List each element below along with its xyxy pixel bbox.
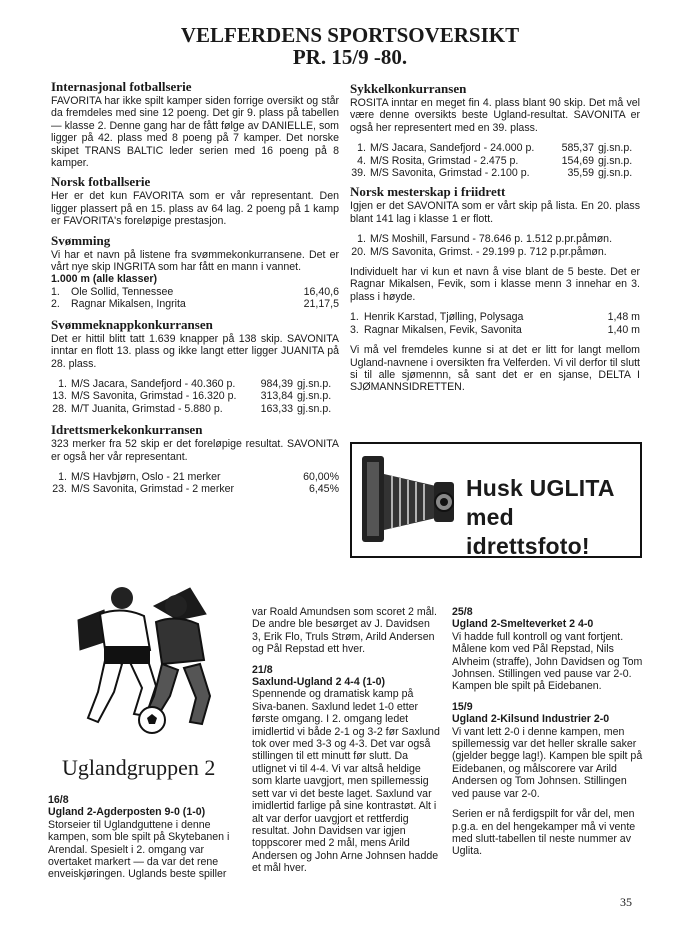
- friidrett-individual-results: [350, 311, 640, 336]
- table-row: 20. M/S Savonita, Grimst. - 29.199 p. 712 p.pr.påmøn.: [351, 245, 607, 258]
- intl-text: FAVORITA har ikke spilt kamper siden forrige oversikt og står da fremdeles med sine 12 poeng. Det gir 9. plass på tabellen — klasse 2. Denne gang har de fått følge av DANIELLE, som ligger på 42. plass med 8 poeng på 7 kamper. Det norske skipet TRANS BALTIC leder serien med 16 poeng på 8 kamper.: [51, 95, 339, 170]
- table-row: 2. Ragnar Mikalsen, Ingrita 21,17,5: [51, 298, 339, 311]
- match-date: 15/9: [452, 700, 473, 713]
- match-date: 25/8: [452, 606, 473, 618]
- right-column: [350, 78, 640, 394]
- sykkel-text: ROSITA inntar en meget fin 4. plass blant 90 skip. Det må vel være denne oversikts beste Ugland-resultat. SAVONITA er også her representert med en 39. plass.: [350, 97, 640, 134]
- table-row: 1. M/S Moshill, Farsund - 78.646 p. 1.512 p.pr.påmøn.: [357, 233, 613, 246]
- sykkel-results: [350, 142, 632, 179]
- match-column-2: [252, 606, 440, 875]
- match-report: Spennende og dramatisk kamp på Siva-banen. Saxlund ledet 1-0 etter første omgang. I 2. omgang ledet imidlertid vi både 2-1 og 3-2 før Saxlund tok over med 3-3 og 4-3. Det var også stillingen til ett minutt før slutt. Da utlignet vi til 4-4. Vi var altså heldige som klarte uavgjort, men spillemessig sett var vi det beste laget. Saxlund var imidlertid farlige på sine kontrastøt. Alt i alt var derfor uavgjort et rettferdig resultat. John Davidsen var igjen toppscorer med 2 mål, mens Arild Andersen og John Arne Johnsen hadde et mål hver.: [252, 688, 440, 875]
- table-row: 13. M/S Savonita, Grimstad - 16.320 p. 313,84 gj.sn.p.: [52, 390, 332, 403]
- page-title: VELFERDENS SPORTSOVERSIKT: [180, 23, 520, 47]
- friidrett-heading: Norsk mesterskap i friidrett: [350, 184, 506, 200]
- camera-icon: [356, 446, 460, 554]
- ad-line-1: Husk UGLITA: [466, 475, 615, 501]
- table-row: 3. Ragnar Mikalsen, Fevik, Savonita 1,40 m: [350, 323, 640, 336]
- match-report: Vi vant lett 2-0 i denne kampen, men spillemessig var det heller skralle saker (gjelder begge lag!). Kampen ble spilt på Eidebanen, og målscorere var Arild Andersen og Tom Johnsen. Stillingen ved pause var 2-0.: [452, 725, 643, 800]
- left-column: [51, 76, 339, 496]
- season-summary: Serien er nå ferdigspilt for vår del, men p.g.a. en del hengekamper må vi vente med slutt-tabellen til neste nummer av Uglita.: [452, 808, 636, 858]
- table-row: 23. M/S Savonita, Grimstad - 2 merker 6,45%: [52, 483, 339, 496]
- table-row: 1. Ole Sollid, Tennessee 16,40,6: [51, 285, 339, 298]
- svom-heading: Svømming: [51, 232, 111, 248]
- knapp-text: Det er hittil blitt tatt 1.639 knapper på 138 skip. SAVONITA inntar en flott 13. plass og ikke langt etter ligger JUANITA på 28. plass.: [51, 332, 339, 370]
- merke-heading: Idrettsmerkekonkurransen: [51, 422, 203, 438]
- closing-text: Vi må vel fremdeles kunne si at det er litt for langt mellom Ugland-navnene i oversikten fra Velferden. Vi vil derfor til slutt si til alle sjømennn, så sant det er en sjanse, DELTA I SJØMANNSIDRETTEN.: [350, 344, 640, 394]
- page-subtitle: PR. 15/9 -80.: [292, 45, 408, 69]
- match-report: Storseier til Uglandguttene i denne kampen, som ble spilt på Skytebanen i Arendal. Spesielt i 2. omgang var overtaket markert — da var det rene enveiskjøringen. Uglands beste spiller: [48, 818, 230, 881]
- table-row: 28. M/T Juanita, Grimstad - 5.880 p. 163,33 gj.sn.p.: [52, 402, 332, 415]
- match-title: Ugland 2-Kilsund Industrier 2-0: [452, 713, 610, 726]
- match-report: Vi hadde full kontroll og vant fortjent. Målene kom ved Pål Repstad, Nils Alvheim (straffe), John Davidsen og Tom Johnsen. Stillingen ved pause var 2-0. Kampen ble spilt på Eidebanen.: [452, 630, 643, 693]
- match-title: Saxlund-Ugland 2 4-4 (1-0): [252, 676, 386, 689]
- table-row: 1. M/S Havbjørn, Oslo - 21 merker 60,00%: [58, 470, 339, 483]
- norsk-heading: Norsk fotballserie: [51, 174, 151, 190]
- merke-results: [51, 471, 339, 496]
- table-row: 4. M/S Rosita, Grimstad - 2.475 p. 154,69 gj.sn.p.: [357, 154, 633, 167]
- table-row: 1. Henrik Karstad, Tjølling, Polysaga 1,48 m: [350, 311, 640, 324]
- match-date: 16/8: [48, 794, 69, 806]
- intl-heading: Internasjonal fotballserie: [51, 79, 192, 94]
- table-row: 1. M/S Jacara, Sandefjord - 40.360 p. 984,39 gj.sn.p.: [58, 377, 332, 390]
- match-title: Ugland 2-Smelteverket 2 4-0: [452, 618, 594, 631]
- football-players-illustration: [58, 580, 228, 740]
- ad-text: [466, 474, 640, 561]
- match-column-3: [452, 606, 644, 858]
- knapp-heading: Svømmeknappkonkurransen: [51, 316, 213, 332]
- match-date: 21/8: [252, 663, 273, 676]
- table-row: 1. M/S Jacara, Sandefjord - 24.000 p. 585,37 gj.sn.p.: [357, 142, 633, 155]
- uglandgruppen-heading: Uglandgruppen 2: [62, 755, 216, 780]
- uglita-ad: [350, 442, 642, 558]
- friidrett-results: [350, 233, 612, 258]
- sykkel-heading: Sykkelkonkurransen: [350, 81, 467, 96]
- svom-results: [51, 286, 339, 311]
- svom-text: Vi har et navn på listene fra svømmekonkurransene. Det er vårt nye skip INGRITA som har fått en mann i vannet.: [51, 248, 339, 274]
- table-row: 39. M/S Savonita, Grimstad - 2.100 p. 35,59 gj.sn.p.: [351, 167, 633, 180]
- knapp-results: [51, 378, 331, 415]
- page-number: 35: [620, 895, 632, 909]
- match-title: Ugland 2-Agderposten 9-0 (1-0): [48, 806, 206, 819]
- svom-subheading: 1.000 m (alle klasser): [51, 273, 158, 286]
- match-column-1: [48, 794, 240, 881]
- norsk-text: Her er det kun FAVORITA som er vår representant. Den ligger plassert på en 15. plass av 64 lag. 2 poeng på 1 kamp er FAVORITA's foreløpige prestasjon.: [51, 190, 339, 228]
- match-report-continued: var Roald Amundsen som scoret 2 mål. De andre ble besørget av J. Davidsen 3, Erik Flo, Truls Strøm, Arild Andersen og Pål Repstad ett hver.: [252, 606, 437, 656]
- friidrett-text-individual: Individuelt har vi kun et navn å vise blant de 5 beste. Det er Ragnar Mikalsen, Fevik, som i klasse menn 3 innehar en 3. plass i høyde.: [350, 266, 640, 303]
- merke-text: 323 merker fra 52 skip er det foreløpige resultat. SAVONITA er også her vår representant.: [51, 438, 339, 463]
- friidrett-text: Igjen er det SAVONITA som er vårt skip på lista. En 20. plass blant 141 lag i klasse 1 er flott.: [350, 200, 640, 225]
- ad-line-2: med idrettsfoto!: [466, 504, 590, 559]
